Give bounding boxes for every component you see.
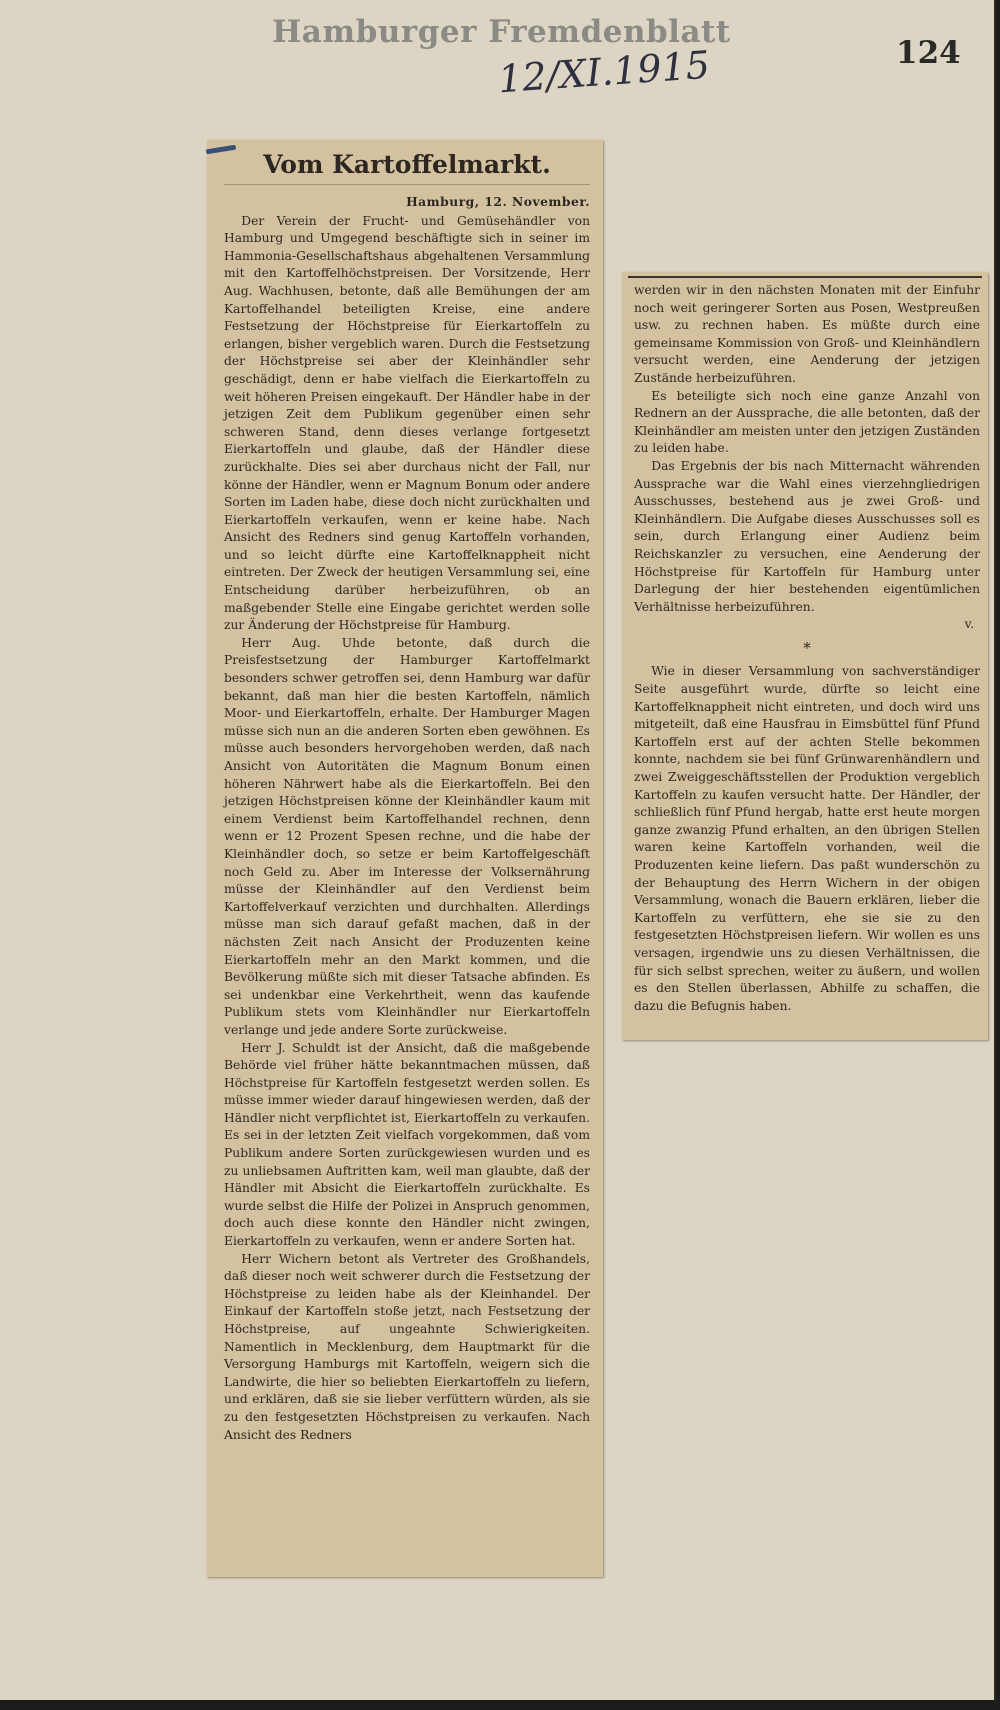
article-paragraph: Herr Wichern betont als Vertreter des Großhandels, daß dieser noch weit schwerer durch die Festsetzung der Höchstpreise zu leiden habe als der Kleinhandel. Der Einkauf der Kartoffeln stoße jetzt, nach Festsetzung der Höchstpreise, auf ungeahnte Schwierigkeiten. Namentlich in Mecklenburg, dem Hauptmarkt für die Versorgung Hamburgs mit Kartoffeln, weigern sich die Landwirte, die hier so beliebten Eierkartoffeln zu liefern, und erklären, daß sie sie lieber verfüttern würden, als sie zu den festgesetzten Höchstpreisen zu verkaufen. Nach Ansicht des Redners <box>224 1251 590 1442</box>
article-dateline: Hamburg, 12. November. <box>406 194 590 209</box>
article-paragraph: werden wir in den nächsten Monaten mit der Einfuhr noch weit geringerer Sorten aus Posen, Westpreußen usw. zu rechnen haben. Es müßte durch eine gemeinsame Kommission von Groß- und Kleinhändlern versucht werden, eine Aenderung der jetzigen Zustände herbeizuführen. <box>634 283 980 385</box>
newspaper-title: Hamburger Fremdenblatt <box>272 14 731 50</box>
article-paragraph: Der Verein der Frucht- und Gemüsehändler von Hamburg und Umgegend beschäftigte sich in seiner im Hammonia-Gesellschaftshaus abgehaltenen Versammlung mit den Kartoffelhöchstpreisen. Der Vorsitzende, Herr Aug. Wachhusen, betonte, daß alle Bemühungen der am Kartoffelhandel beteiligten Kreise, eine andere Festsetzung der Höchstpreise für Eierkartoffeln zu erlangen, bisher vergeblich waren. Durch die Festsetzung der Höchstpreise sei aber der Kleinhändler sehr geschädigt, denn er habe vielfach die Eierkartoffeln zu weit höheren Preisen eingekauft. Der Händler habe in der jetzigen Zeit dem Publikum gegenüber einen sehr schweren Stand, denn dieses verlange fortgesetzt Eierkartoffeln und glaube, daß der Händler diese zurückhalte. Dies sei aber durchaus nicht der Fall, nur könne der Händler, wenn er Magnum Bonum oder andere Sorten im Laden habe, diese doch nicht zurückhalten und Eierkartoffeln verkaufen, wenn er keine habe. Nach Ansicht des Redners sind genug Kartoffeln vorhanden, und so leicht dürfte eine Kartoffelknappheit nicht eintreten. Der Zweck der heutigen Versammlung sei, eine Entscheidung darüber herbeizuführen, ob an maßgebender Stelle eine Eingabe gerichtet werden solle zur Änderung der Höchstpreise für Hamburg. <box>224 213 590 633</box>
separator-star: * <box>803 638 811 657</box>
article-paragraph: Herr J. Schuldt ist der Ansicht, daß die maßgebende Behörde viel früher hätte bekanntmachen müssen, daß Höchstpreise für Kartoffeln festgesetzt werden sollen. Es müsse immer wieder darauf hingewiesen werden, daß der Händler nicht verpflichtet ist, Eierkartoffeln zu verkaufen. Es sei in der letzten Zeit vielfach vorgekommen, daß vom Publikum andere Sorten zurückgewiesen wurden und es zu unliebsamen Auftritten kam, weil man glaubte, daß der Händler mit Absicht die Eierkartoffeln zurückhalte. Es wurde selbst die Hilfe der Polizei in Anspruch genommen, doch auch diese konnte den Händler nicht zwingen, Eierkartoffeln zu verkaufen, wenn er andere Sorten hat. <box>224 1040 590 1249</box>
article-paragraph: Das Ergebnis der bis nach Mitternacht währenden Aussprache war die Wahl eines vierzehngliedrigen Ausschusses, bestehend aus je zwei Groß- und Kleinhändlern. Die Aufgabe dieses Ausschusses soll es sein, durch Erlangung einer Audienz beim Reichskanzler zu versuchen, eine Aenderung der Höchstpreise für Kartoffeln für Hamburg unter Darlegung der hier bestehenden eigentümlichen Verhältnisse herbeizuführen. <box>634 458 980 614</box>
handwritten-date: 12/XI.1915 <box>496 42 712 102</box>
article-headline: Vom Kartoffelmarkt. <box>224 150 590 185</box>
second-article-paragraph: Wie in dieser Versammlung von sachverständiger Seite ausgeführt wurde, dürfte so leicht eine Kartoffelknappheit nicht eintreten, und doch wird uns mitgeteilt, daß eine Hausfrau in Eimsbüttel fünf Pfund Kartoffeln erst auf der achten Stelle bekommen konnte, nachdem sie bei fünf Grünwarenhändlern und zwei Zweiggeschäftsstellen der Produktion vergeblich Kartoffeln zu kaufen versucht hatte. Der Händler, der schließlich fünf Pfund hergab, hatte erst heute morgen ganze zwanzig Pfund erhalten, an den übrigen Stellen waren keine Kartoffeln vorhanden, weil die Produzenten keine liefern. Das paßt wunderschön zu der Behauptung des Herrn Wichern in der obigen Versammlung, wonach die Bauern erklären, lieber die Kartoffeln zu verfüttern, ehe sie sie zu den festgesetzten Höchstpreisen liefern. Wir wollen es uns versagen, irgendwie uns zu diesen Verhältnissen, die für sich selbst sprechen, weiter zu äußern, und wollen es den Stellen überlassen, Abhilfe zu schaffen, die dazu die Befugnis haben. <box>634 664 980 1013</box>
article-paragraph: Herr Aug. Uhde betonte, daß durch die Preisfestsetzung der Hamburger Kartoffelmarkt besonders schwer getroffen sei, denn Hamburg war dafür bekannt, daß man hier die besten Kartoffeln, nämlich Moor- und Eierkartoffeln, erhalte. Der Hamburger Magen müsse sich nun an die anderen Sorten eben gewöhnen. Es müsse auch besonders hervorgehoben werden, daß nach Ansicht von Autoritäten die Magnum Bonum einen höheren Nährwert habe als die Eierkartoffeln. Bei den jetzigen Höchstpreisen könne der Kleinhändler kaum mit einem Verdienst beim Kartoffelhandel rechnen, denn wenn er 12 Prozent Spesen rechne, und die habe der Kleinhändler doch, so setze er beim Kartoffelgeschäft noch Geld zu. Aber im Interesse der Volksernährung müsse der Kleinhändler auf den Verdienst beim Kartoffelverkauf verzichten und durchhalten. Allerdings müsse man sich darauf gefaßt machen, daß in der nächsten Zeit nach Ansicht der Produzenten keine Eierkartoffeln mehr an den Markt kommen, und die Bevölkerung müßte sich mit dieser Tatsache abfinden. Es sei undenkbar eine Verkehrtheit, wenn das kaufende Publikum stets vom Kleinhändler nur Eierkartoffeln verlange und jede andere Sorte zurückweise. <box>224 635 590 1037</box>
clipping-right <box>622 272 988 1040</box>
clipping-left <box>207 140 603 1577</box>
page-number: 124 <box>896 35 961 71</box>
article-signature: v. <box>964 617 974 632</box>
article-paragraph: Es beteiligte sich noch eine ganze Anzahl von Rednern an der Aussprache, die alle betonten, daß der Kleinhändler am meisten unter den jetzigen Zuständen zu leiden habe. <box>634 388 980 456</box>
